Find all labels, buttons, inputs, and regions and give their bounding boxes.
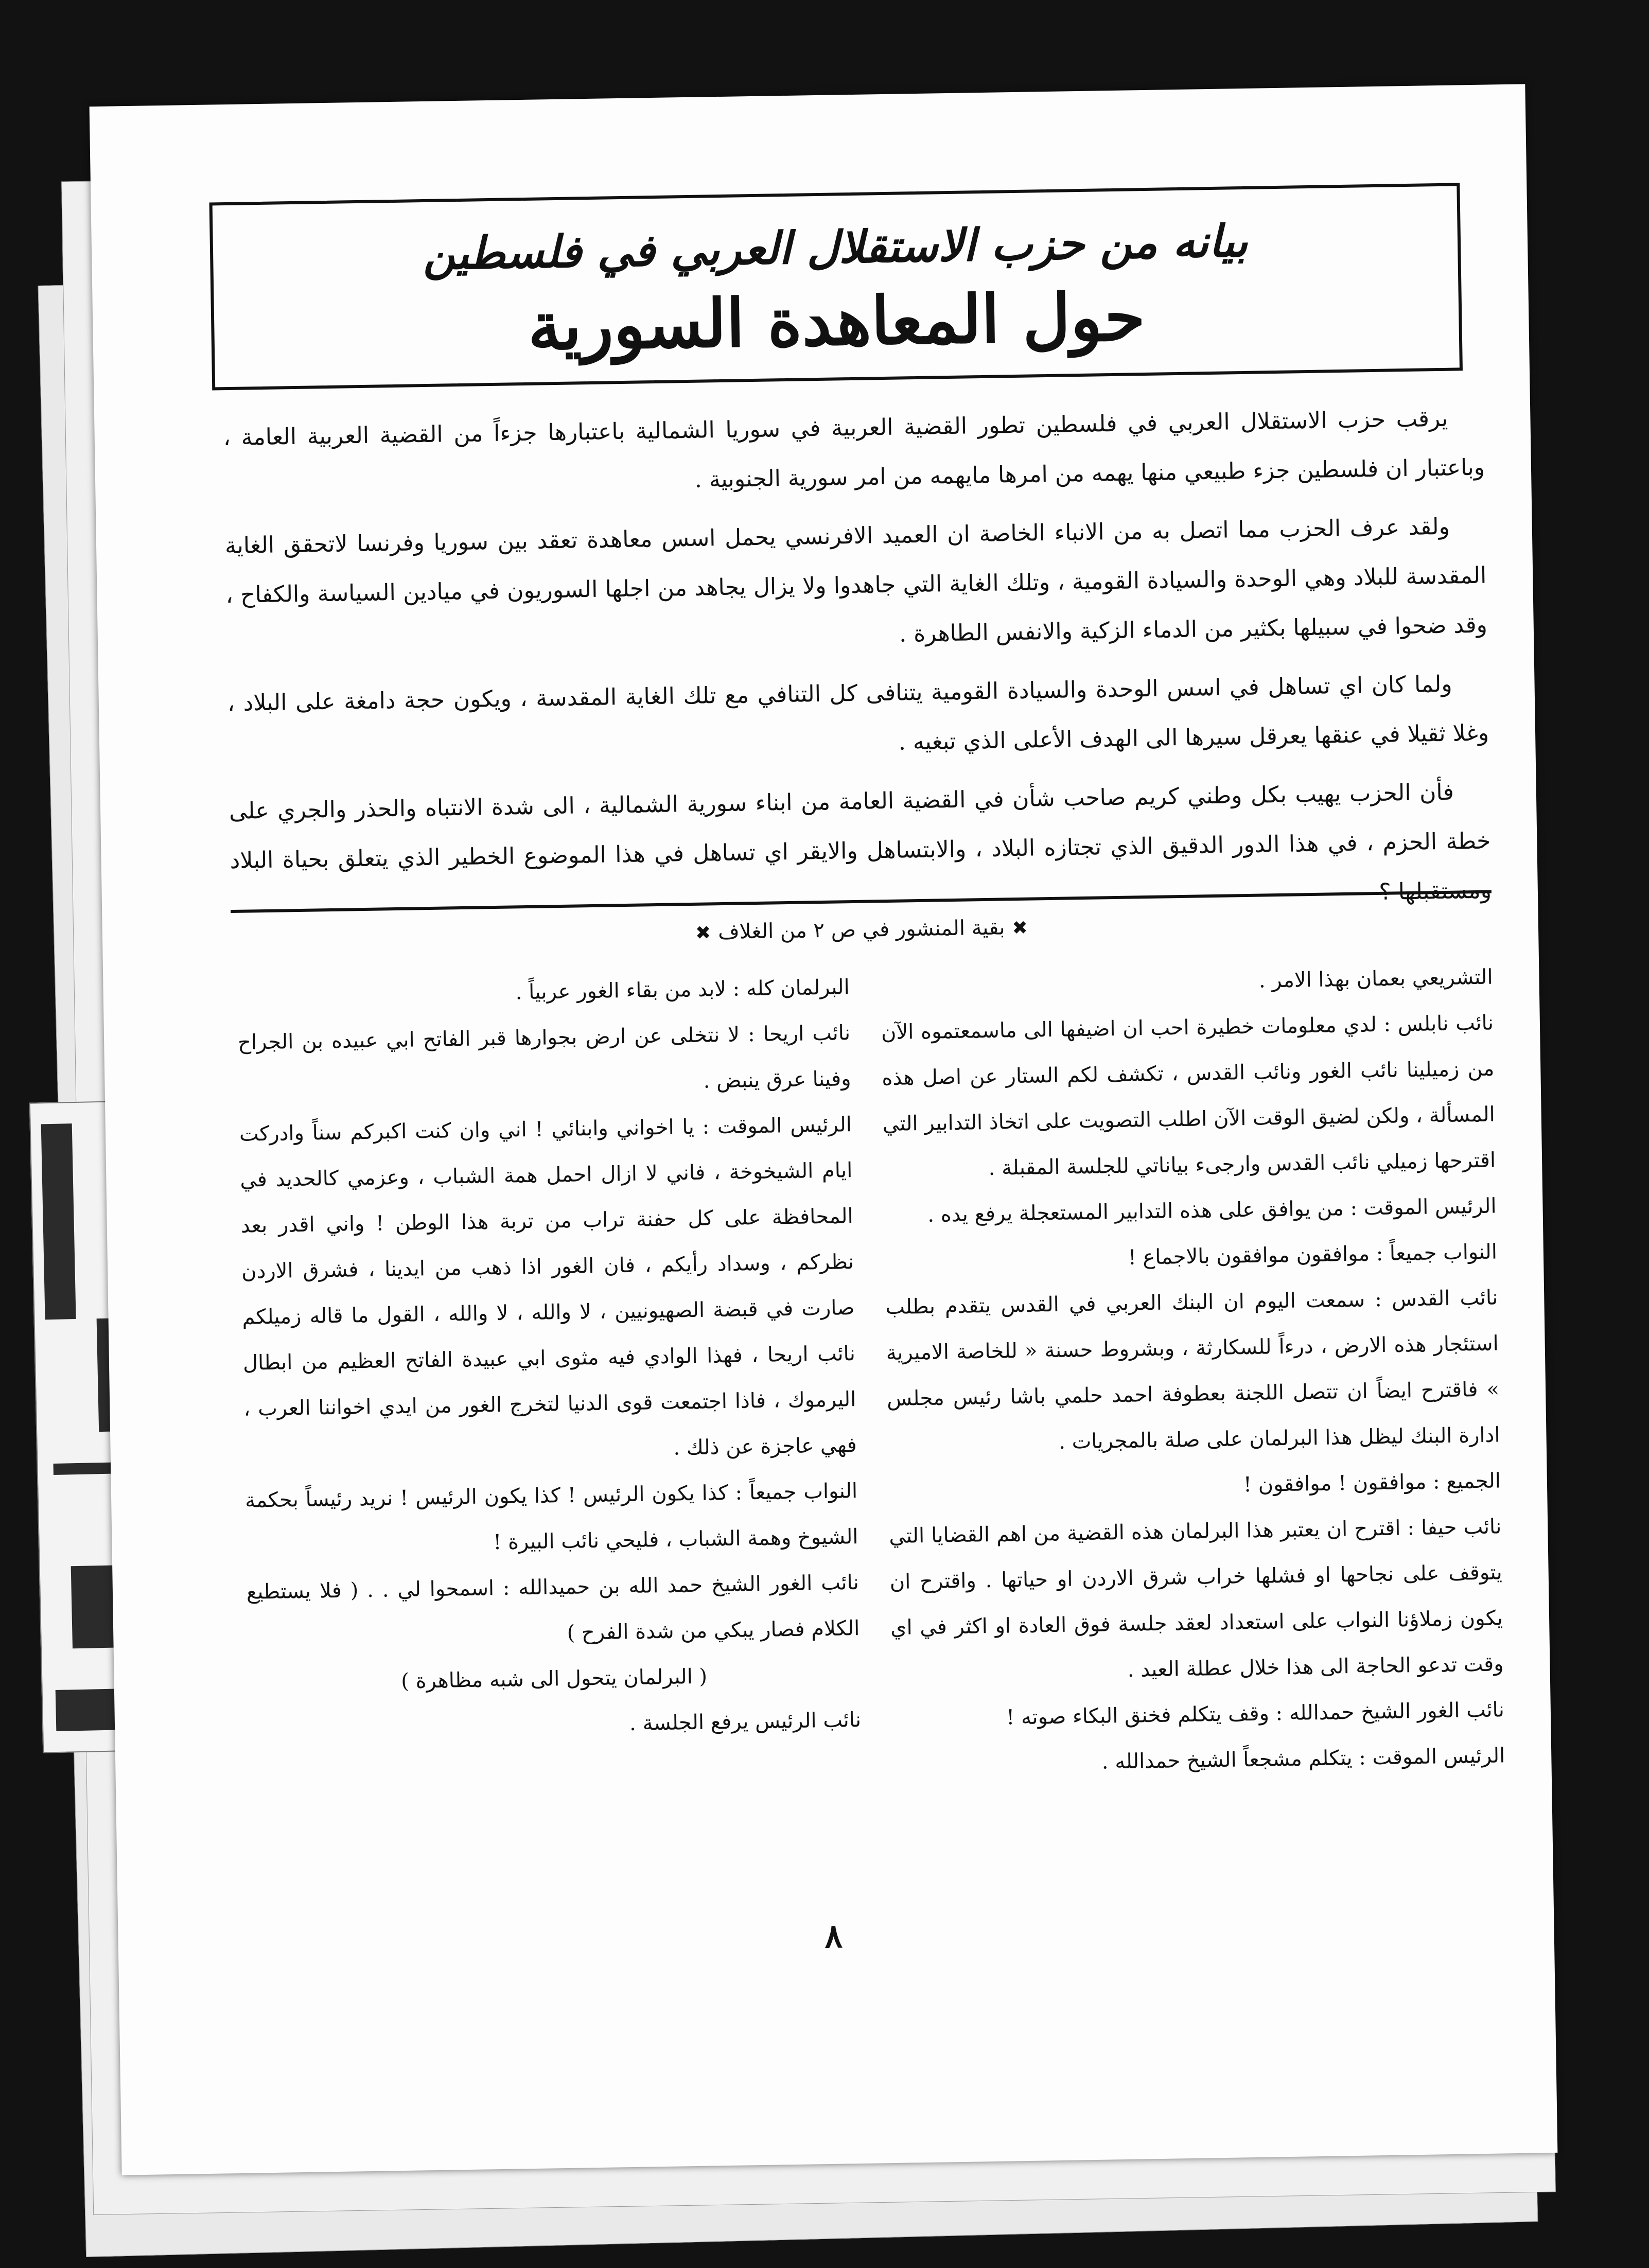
left-column [237,964,862,1753]
transcript-paragraph: ( البرلمان يتحول الى شبه مظاهرة ) [400,1664,708,1694]
transcript-paragraph: نائب حيفا : اقترح ان يعتبر هذا البرلمان هذه القضية من اهم القضايا التي يتوقف على نجاحها او فشلها خراب شرق الاردن او حياتها . واقترح ان يكون زملاؤنا النواب على استعداد لعقد جلسة فوق العادة او اكثر في اي وقت تدعو الحاجة الى هذا خلال عطلة العيد . [889,1515,1504,1682]
right-column [880,955,1505,1788]
title-box [209,183,1463,390]
transcript-paragraph: البرلمان كله : لابد من بقاء الغور عربياً . [515,975,850,1005]
statement-paragraph: يرقب حزب الاستقلال العربي في فلسطين تطور القضية العربية في سوريا الشمالية باعتبارها جزءاً من القضية العربية العامة ، وباعتبار ان فلسطين جزء طبيعي منها يهمه من امرها مايهمه من امر سورية الجنوبية . [223,405,1485,493]
header-subtitle: حول المعاهدة السورية [527,278,1146,365]
transcript-paragraph: نائب نابلس : لدي معلومات خطيرة احب ان اضيفها الى ماسمعتموه الآن من زميلينا نائب الغور ونائب القدس ، تكشف لكم الستار عن اصل هذه المسألة ، ولكن لضيق الوقت الآن اطلب التصويت على اتخاذ التدابير التي اقترحها زميلي نائب القدس وارجىء بياناتي للجلسة المقبلة . [881,1011,1496,1180]
transcript-paragraph: الرئيس الموقت : يتكلم مشجعاً الشيخ حمدالله . [1101,1744,1505,1774]
statement-body [223,394,1492,944]
transcript-paragraph: الرئيس الموقت : يا اخواني وابنائي ! اني وان كنت اكبركم سناً وادركت ايام الشيخوخة ، فاني لا ازال احمل همة الشباب ، وعزمي كالحديد في المحافظة على كل حفنة تراب من تربة هذا الوطن ! واني اقدر بعد نظركم ، وسداد رأيكم ، فان الغور اذا ذهب من ايدينا ، فشرق الاردن صارت في قبضة الصهيونيين ، لا والله ، لا والله ، القول ما قاله زميلكم نائب اريحا ، فهذا الوادي فيه مثوى ابي عبيدة الفاتح العظيم من ابطال اليرموك ، فاذا اجتمعت قوى الدنيا لتخرج الغور من ايدي اخواننا العرب ، فهي عاجزة عن ذلك . [239,1113,857,1460]
ornament-icon: ✖ [695,922,711,944]
ornament-icon: ✖ [1012,917,1028,939]
document-page [90,84,1558,2175]
transcript-paragraph: نائب الغور الشيخ حمد الله بن حميدالله : اسمحوا لي . . ( فلا يستطيع الكلام فصار يبكي من شدة الفرح ) [246,1571,860,1645]
transcript-paragraph: نائب اريحا : لا نتخلى عن ارض بجوارها قبر الفاتح ابي عبيده بن الجراح وفينا عرق ينبض . [237,1021,851,1093]
statement-paragraph: ولما كان اي تساهل في اسس الوحدة والسيادة القومية يتنافى كل التنافي مع تلك الغاية المقدسة ، ويكون حجة دامغة على البلاد ، وغلا ثقيلا في عنقها يعرقل سيرها الى الهدف الأعلى الذي تبغيه . [227,671,1489,755]
transcript-paragraph: نائب الغور الشيخ حمدالله : وقف يتكلم فخنق البكاء صوته ! [1006,1698,1505,1730]
transcript-paragraph: التشريعي بعمان بهذا الامر . [1258,965,1493,993]
transcript-paragraph: نائب القدس : سمعت اليوم ان البنك العربي في القدس يتقدم بطلب استئجار هذه الارض ، درءاً للسكارثة ، وبشروط حسنة « للخاصة الاميرية » فاقترح ايضاً ان تتصل اللجنة بعطوفة احمد حلمي باشا رئيس مجلس ادارة البنك ليظل هذا البرلمان على صلة بالمجريات . [885,1286,1500,1454]
transcript-paragraph: النواب جميعاً : موافقون موافقون بالاجماع ! [1128,1240,1498,1270]
transcript-paragraph: الجميع : موافقون ! موافقون ! [1243,1469,1501,1497]
page-number: ٨ [824,1917,843,1956]
continuation-text: بقية المنشور في ص ٢ من الغلاف [717,916,1005,944]
transcript-paragraph: نائب الرئيس يرفع الجلسة . [629,1708,862,1736]
statement-paragraph: ولقد عرف الحزب مما اتصل به من الانباء الخاصة ان العميد الافرنسي يحمل اسس معاهدة تعقد بين سوريا وفرنسا لاتحقق الغاية المقدسة للبلاد وهي الوحدة والسيادة القومية ، وتلك الغاية التي جاهدوا ولا يزال يجاهد من اجلها السوريون في ميادين السياسة والكفاح ، وقد ضحوا في سبيلها بكثير من الدماء الزكية والانفس الطاهرة . [224,513,1488,647]
transcript-paragraph: الرئيس الموقت : من يوافق على هذه التدابير المستعجلة يرفع يده . [927,1194,1497,1227]
transcript-paragraph: النواب جميعاً : كذا يكون الرئيس ! كذا يكون الرئيس ! نريد رئيساً بحكمة الشيوخ وهمة الشباب ، فليحي نائب البيرة ! [244,1479,858,1555]
header-title: بيانه من حزب الاستقلال العربي في فلسطين [422,215,1249,280]
statement-paragraph: فأن الحزب يهيب بكل وطني كريم صاحب شأن في القضية العامة من ابناء سورية الشمالية ، الى شدة الانتباه والحذر والجري على خطة الحزم ، في هذا الدور الدقيق الذي تجتازه البلاد ، والابتساهل والايقر اي تساهل في هذا الموضوع الخطير الذي يتعلق بحياة البلاد ومستقبلها ؟ [229,779,1492,905]
